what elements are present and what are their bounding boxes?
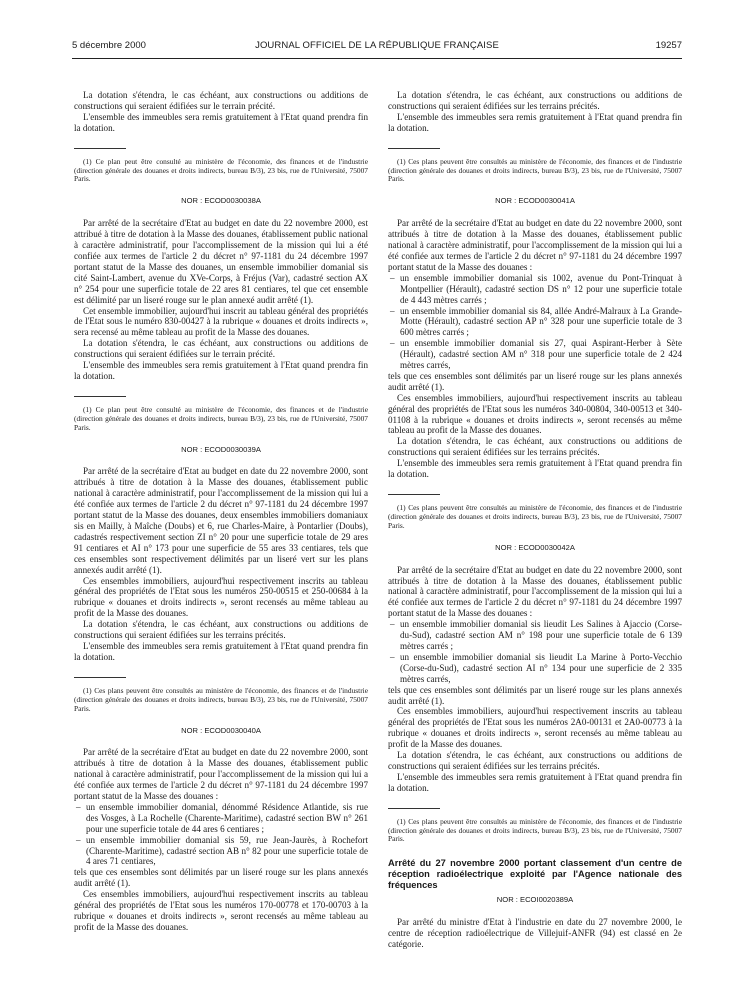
- left-column: [74, 90, 368, 933]
- paragraph: Ces ensembles immobiliers, aujourd'hui respectivement inscrits au tableau général des propriétés de l'Etat sous les numéros 2A0-00131 et 2A0-00773 à la rubrique « douanes et droits indirects », seront recensés au même tableau au profit de la Masse des douanes.: [388, 706, 682, 750]
- paragraph: Par arrêté du ministre d'Etat à l'industrie en date du 27 novembre 2000, le centre de réception radioélectrique de Villejuif-ANFR (94) est classé en 2e catégorie.: [388, 917, 682, 950]
- header-date: 5 décembre 2000: [72, 40, 146, 51]
- paragraph: L'ensemble des immeubles sera remis gratuitement à l'Etat quand prendra fin la dotation.: [388, 771, 682, 793]
- list-item: – un ensemble immobilier domanial sis lieudit La Marine à Porto-Vecchio (Corse-du-Sud), cadastré section AI n° 134 pour une superficie de 2 335 mètres carrés,: [388, 652, 682, 685]
- paragraph: La dotation s'étendra, le cas échéant, aux constructions ou additions de constructions qui seraient édifiées sur les terrains précités.: [74, 619, 368, 641]
- nor-reference: NOR : ECOD0030038A: [181, 196, 261, 206]
- property-list: [74, 802, 368, 867]
- list-item: – un ensemble immobilier domanial sis 27, quai Aspirant-Herber à Sète (Hérault), cadastré section AM n° 318 pour une superficie totale de 2 424 mètres carrés,: [388, 338, 682, 371]
- list-item: – un ensemble immobilier domanial sis lieudit Les Salines à Ajaccio (Corse-du-Sud), cadastré section AM n° 198 pour une superficie totale de 6 139 mètres carrés ;: [388, 619, 682, 652]
- paragraph: Par arrêté de la secrétaire d'Etat au budget en date du 22 novembre 2000, est attribué à titre de dotation à la Masse des douanes, établissement public national à caractère administratif, pour l'accomplissement de la mission qui lui a été confiée aux termes de l'article 2 du décret n° 97-1181 du 24 décembre 1997 portant statut de la Masse des douanes, un ensemble immobilier domanial sis cité Saint-Lambert, avenue du XVe-Corps, à Fréjus (Var), cadastré section AX n° 254 pour une superficie totale de 22 ares 81 centiares, tel que cet ensemble est délimité par un liseré rouge sur le plan annexé audit arrêté (1).: [74, 218, 368, 305]
- paragraph: L'ensemble des immeubles sera remis gratuitement à l'Etat quand prendra fin la dotation.: [74, 111, 368, 133]
- paragraph: Par arrêté de la secrétaire d'Etat au budget en date du 22 novembre 2000, sont attribués à titre de dotation à la Masse des douanes, établissement public national à caractère administratif, pour l'accomplissement de la mission qui lui a été confiée aux termes de l'article 2 du décret n° 97-1181 du 24 décembre 1997 portant statut de la Masse des douanes, deux ensembles immobiliers domaniaux sis en Mailly, à Maîche (Doubs) et 6, rue Charles-Maire, à Pontarlier (Doubs), cadastrés respectivement section ZI n° 20 pour une superficie totale de 29 ares 91 centiares et AI n° 173 pour une superficie de 55 ares 33 centiares, tels que ces ensembles sont respectivement délimités par un liseré vert sur les plans annexés audit arrêté (1).: [74, 466, 368, 575]
- header-journal-title: JOURNAL OFFICIEL DE LA RÉPUBLIQUE FRANÇAISE: [255, 40, 499, 51]
- list-item: – un ensemble immobilier domanial, dénommé Résidence Atlantide, sis rue des Vosges, à La Rochelle (Charente-Maritime), cadastré section BW n° 261 pour une superficie totale de 44 ares 6 centiares ;: [74, 802, 368, 835]
- footnote-rule: [388, 148, 440, 149]
- nor-reference: NOR : ECOD0030039A: [181, 444, 261, 454]
- footnote: (1) Ce plan peut être consulté au ministère de l'économie, des finances et de l'industrie (direction générale des douanes et droits indirects, bureau B/3), 23 bis, rue de l'Université, 75007 Paris.: [74, 156, 368, 184]
- header-rule: [72, 58, 682, 59]
- footnote-rule: [74, 677, 126, 678]
- decree-title: Arrêté du 27 novembre 2000 portant classement d'un centre de réception radioélectrique exploité par l'Agence nationale des fréquences: [388, 858, 682, 891]
- paragraph: tels que ces ensembles sont délimités par un liseré rouge sur les plans annexés audit arrêté (1).: [74, 867, 368, 889]
- paragraph: L'ensemble des immeubles sera remis gratuitement à l'Etat quand prendra fin la dotation.: [388, 458, 682, 480]
- nor-reference: NOR : ECOD0030042A: [495, 542, 575, 552]
- paragraph: L'ensemble des immeubles sera remis gratuitement à l'Etat quand prendra fin la dotation.: [74, 360, 368, 381]
- list-item: – un ensemble immobilier domanial sis 84, allée André-Malraux à La Grande-Motte (Hérault), cadastré section AP n° 328 pour une superficie totale de 3 600 mètres carrés ;: [388, 306, 682, 339]
- paragraph: Par arrêté de la secrétaire d'Etat au budget en date du 22 novembre 2000, sont attribués à titre de dotation à la Masse des douanes, établissement public national à caractère administratif, pour l'accomplissement de la mission qui lui a été confiée aux termes de l'article 2 du décret n° 97-1181 du 24 décembre 1997 portant statut de la Masse des douanes :: [388, 564, 682, 619]
- paragraph: La dotation s'étendra, le cas échéant, aux constructions ou additions de constructions qui seraient édifiées sur les terrains précités.: [388, 436, 682, 458]
- footnote: (1) Ces plans peuvent être consultés au ministère de l'économie, des finances et de l'industrie (direction générale des douanes et droits indirects, bureau B/3), 23 bis, rue de l'Université, 75007 Paris.: [388, 156, 682, 184]
- paragraph: Par arrêté de la secrétaire d'Etat au budget en date du 22 novembre 2000, sont attribués à titre de dotation à la Masse des douanes, établissement public national à caractère administratif, pour l'accomplissement de la mission qui lui a été confiée aux termes de l'article 2 du décret n° 97-1181 du 24 décembre 1997 portant statut de la Masse des douanes :: [74, 747, 368, 802]
- nor-reference: NOR : ECOD0030040A: [181, 725, 261, 735]
- paragraph: L'ensemble des immeubles sera remis gratuitement à l'Etat quand prendra fin la dotation.: [388, 111, 682, 133]
- paragraph: Par arrêté de la secrétaire d'Etat au budget en date du 22 novembre 2000, sont attribués à titre de dotation à la Masse des douanes, établissement public national à caractère administratif, pour l'accomplissement de la mission qui lui a été confiée aux termes de l'article 2 du décret n° 97-1181 du 24 décembre 1997 portant statut de la Masse des douanes :: [388, 218, 682, 272]
- footnote-rule: [74, 148, 126, 149]
- property-list: [388, 619, 682, 684]
- footnote-rule: [388, 808, 440, 809]
- property-list: [388, 273, 682, 371]
- paragraph: Ces ensembles immobiliers, aujourd'hui respectivement inscrits au tableau général des propriétés de l'Etat sous les numéros 340-00804, 340-00513 et 340-01108 à la rubrique « douanes et droits indirects », seront recensés au même tableau au profit de la Masse des douanes.: [388, 392, 682, 436]
- paragraph: La dotation s'étendra, le cas échéant, aux constructions ou additions de constructions qui seraient édifiées sur les terrains précités.: [388, 90, 682, 111]
- paragraph: Cet ensemble immobilier, aujourd'hui inscrit au tableau général des propriétés de l'Etat sous le numéro 830-00427 à la rubrique « douanes et droits indirects », sera recensé au même tableau au profit de la Masse des douanes.: [74, 305, 368, 338]
- paragraph: La dotation s'étendra, le cas échéant, aux constructions ou additions de constructions qui seraient édifiées sur le terrain précité.: [74, 338, 368, 360]
- right-column: [388, 90, 682, 950]
- footnote: (1) Ces plans peuvent être consultés au ministère de l'économie, des finances et de l'industrie (direction générale des douanes et droits indirects, bureau B/3), 23 bis, rue de l'Université, 75007 Paris.: [388, 503, 682, 530]
- paragraph: La dotation s'étendra, le cas échéant, aux constructions ou additions de constructions qui seraient édifiées sur le terrain précité.: [74, 90, 368, 111]
- page-header: [72, 40, 682, 54]
- nor-reference: NOR : ECOD0030041A: [495, 196, 575, 206]
- paragraph: L'ensemble des immeubles sera remis gratuitement à l'Etat quand prendra fin la dotation.: [74, 640, 368, 662]
- list-item: – un ensemble immobilier domanial sis 1002, avenue du Pont-Trinquat à Montpellier (Hérault), cadastré section DS n° 12 pour une superficie totale de 4 443 mètres carrés ;: [388, 273, 682, 306]
- nor-reference: NOR : ECOI0020389A: [496, 895, 574, 905]
- paragraph: La dotation s'étendra, le cas échéant, aux constructions ou additions de constructions qui seraient édifiées sur les terrains précités.: [388, 750, 682, 771]
- list-item: – un ensemble immobilier domanial sis 59, rue Jean-Jaurès, à Rochefort (Charente-Maritime), cadastré section AB n° 82 pour une superficie totale de 4 ares 71 centiares,: [74, 835, 368, 868]
- header-page-number: 19257: [655, 40, 682, 51]
- paragraph: tels que ces ensembles sont délimités par un liseré rouge sur les plans annexés audit arrêté (1).: [388, 370, 682, 392]
- paragraph: Ces ensembles immobiliers, aujourd'hui respectivement inscrits au tableau général des propriétés de l'Etat sous les numéros 250-00515 et 250-00684 à la rubrique « douanes et droits indirects », seront recensés au même tableau au profit de la Masse des douanes.: [74, 575, 368, 619]
- footnote: (1) Ces plans peuvent être consultés au ministère de l'économie, des finances et de l'industrie (direction générale des douanes et droits indirects, bureau B/3), 23 bis, rue de l'Université, 75007 Paris.: [74, 685, 368, 713]
- footnote: (1) Ce plan peut être consulté au ministère de l'économie, des finances et de l'industrie (direction générale des douanes et droits indirects, bureau B/3), 23 bis, rue de l'Université, 75007 Paris.: [74, 404, 368, 432]
- footnote-rule: [388, 494, 440, 495]
- footnote-rule: [74, 396, 126, 397]
- paragraph: Ces ensembles immobiliers, aujourd'hui respectivement inscrits au tableau général des propriétés de l'Etat sous les numéros 170-00778 et 170-00703 à la rubrique « douanes et droits indirects », seront recensés au même tableau au profit de la Masse des douanes.: [74, 889, 368, 932]
- paragraph: tels que ces ensembles sont délimités par un liseré rouge sur les plans annexés audit arrêté (1).: [388, 684, 682, 706]
- footnote: (1) Ces plans peuvent être consultés au ministère de l'économie, des finances et de l'industrie (direction générale des douanes et droits indirects, bureau B/3), 23 bis, rue de l'Université, 75007 Paris.: [388, 816, 682, 844]
